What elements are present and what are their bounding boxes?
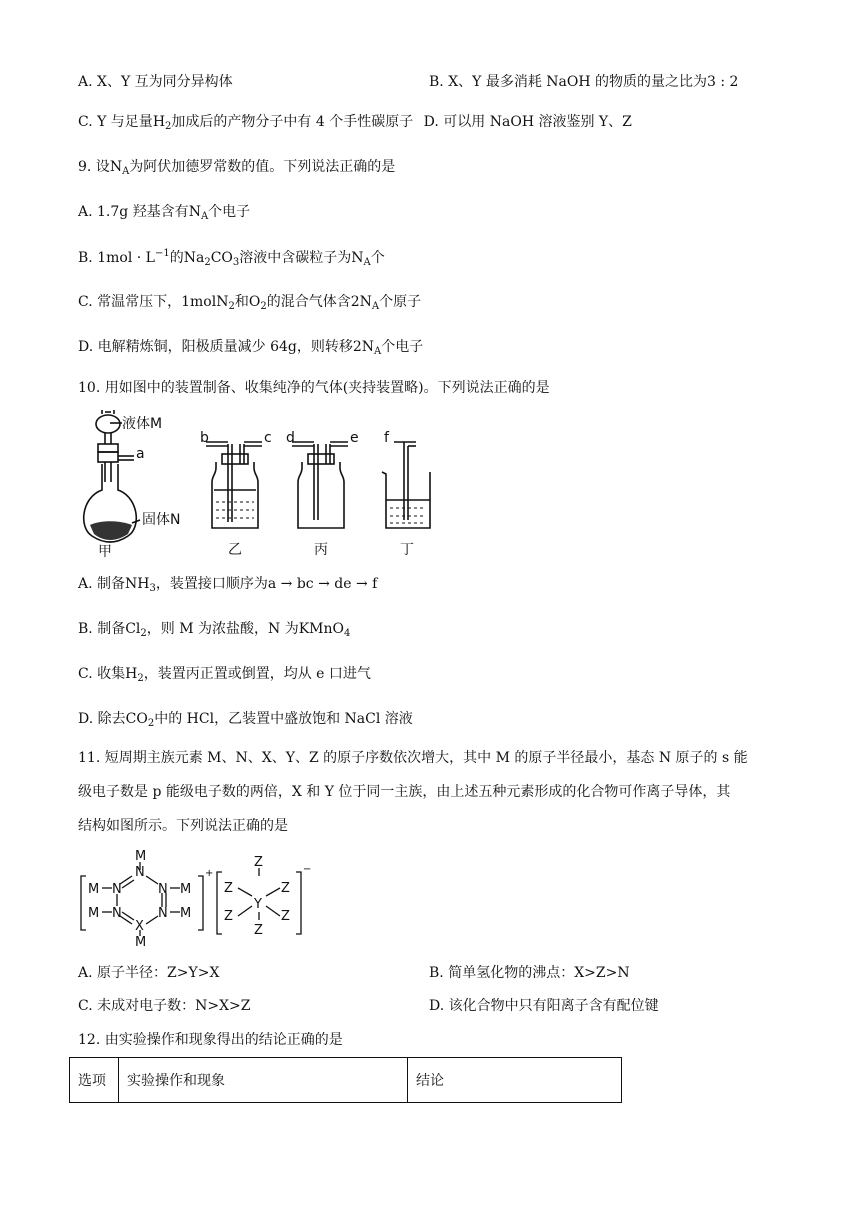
q10-option-d-text: D. 除去 — [78, 711, 126, 727]
q8-option-c-text2: 加成后的产物分子中有 4 个手性碳原子 — [171, 114, 414, 130]
atom-m-bottom: M — [135, 935, 147, 950]
label-yi: 乙 — [228, 542, 242, 558]
q10-option-b — [78, 619, 350, 639]
q12-table — [69, 1057, 622, 1103]
q11-stem-line1: 11. 短周期主族元素 M、N、X、Y、Z 的原子序数依次增大，其中 M 的原子半径最小，基态 N 原子的 s 能 — [78, 750, 748, 766]
q10-option-a-mid: ，装置接口顺序为 — [155, 576, 268, 592]
q8-option-b-ratio: 3 : 2 — [707, 74, 739, 90]
anion-charge: − — [303, 864, 312, 875]
formula-cl2: $Cl_2$ — [125, 621, 147, 639]
q10-option-a-text: A. 制备 — [78, 576, 126, 592]
symbol-na: $N_A$ — [351, 250, 371, 268]
cation-charge: + — [205, 868, 214, 879]
q9-option-b-mid: 的 — [169, 250, 184, 266]
q10-option-c — [78, 664, 371, 684]
q10-option-c-text: C. 收集 — [78, 666, 126, 682]
atom-y: Y — [254, 897, 262, 912]
q12-stem: 12. 由实验操作和现象得出的结论正确的是 — [78, 1032, 343, 1048]
q11-option-d: D. 该化合物中只有阳离子含有配位键 — [429, 998, 659, 1014]
q9-stem — [78, 157, 395, 177]
q10-option-a — [78, 574, 377, 594]
apparatus-diagram — [74, 402, 464, 560]
q9-option-d-post: 个电子 — [381, 339, 424, 355]
symbol-na: $N_A$ — [188, 204, 209, 222]
concentration-unit: $1mol \cdot L^{-1}$ — [97, 248, 170, 266]
label-ding: 丁 — [400, 542, 414, 558]
label-port-c: c — [264, 430, 272, 446]
atom-z-left-top: Z — [224, 881, 233, 896]
q11-stem-line3: 结构如图所示。下列说法正确的是 — [78, 818, 288, 834]
table-header-conclusion: 结论 — [408, 1058, 622, 1103]
apparatus-ding — [382, 442, 430, 528]
formula-h2: $H_2$ — [152, 114, 172, 132]
atom-n-left1: N — [112, 882, 122, 897]
ion-structure-diagram — [74, 846, 314, 950]
q8-option-c-text: C. Y 与足量 — [78, 114, 153, 130]
table-header-option: 选项 — [70, 1058, 119, 1103]
q11-option-b: B. 简单氢化物的沸点：X>Z>N — [429, 965, 630, 981]
atom-n-left2: N — [112, 906, 122, 921]
atom-m-right1: M — [180, 882, 192, 897]
label-port-f: f — [384, 430, 389, 446]
q9-option-b-post: 个 — [370, 250, 385, 266]
q8-option-b — [429, 72, 738, 92]
q10-option-b-text: B. 制备 — [78, 621, 126, 637]
formula-h2: $H_2$ — [125, 666, 144, 684]
label-solid-n: 固体N — [142, 512, 181, 528]
atom-x: X — [135, 919, 144, 934]
q9-option-b — [78, 248, 385, 268]
q8-option-d: D. 可以用 NaOH 溶液鉴别 Y、Z — [423, 114, 632, 130]
q9-option-b-prefix: B. — [78, 250, 98, 266]
q11-stem-line2: 级电子数是 p 能级电子数的两倍，X 和 Y 位于同一主族，由上述五种元素形成的化合物可作离子导体，其 — [78, 784, 731, 800]
formula-co2: $CO_2$ — [125, 711, 155, 729]
q8-option-a: A. X、Y 互为同分异构体 — [78, 74, 233, 90]
apparatus-figure — [74, 402, 464, 560]
formula-na2co3: $Na_2CO_3$ — [183, 250, 240, 268]
q10-option-b-mid: ，则 M 为浓盐酸，N 为 — [146, 621, 299, 637]
q9-option-c — [78, 292, 421, 312]
q10-option-c-post: ，装置丙正置或倒置，均从 e 口进气 — [143, 666, 371, 682]
q9-option-c-and: 和 — [234, 294, 249, 310]
atom-z-bottom: Z — [254, 923, 263, 938]
table-row — [70, 1058, 622, 1103]
label-port-a: a — [136, 446, 145, 462]
q9-option-c-mid: 的混合气体含 — [266, 294, 351, 310]
q10-option-a-sequence: a → bc → de → f — [267, 576, 378, 592]
formula-kmno4: KMnO$_4$ — [298, 621, 351, 639]
q11-option-c: C. 未成对电子数：N>X>Z — [78, 998, 251, 1014]
formula-n2: 1molN$_2$ — [181, 294, 235, 312]
q9-option-c-post: 个原子 — [379, 294, 422, 310]
label-jia: 甲 — [98, 544, 112, 560]
atom-m-left1: M — [88, 882, 100, 897]
atom-m-right2: M — [180, 906, 192, 921]
label-port-e: e — [350, 430, 359, 446]
atom-z-right-top: Z — [281, 881, 290, 896]
q11-option-a: A. 原子半径：Z>Y>X — [78, 965, 220, 981]
q9-stem-post: 为阿伏加德罗常数的值。下列说法正确的是 — [129, 159, 396, 175]
atom-m-left2: M — [88, 906, 100, 921]
symbol-na: $N_A$ — [109, 159, 130, 177]
label-port-b: b — [200, 430, 209, 446]
q10-stem: 10. 用如图中的装置制备、收集纯净的气体(夹持装置略)。下列说法正确的是 — [78, 380, 550, 396]
ion-structure-figure — [74, 846, 314, 950]
q9-option-a-text: A. 1.7g 羟基含有 — [78, 204, 189, 220]
symbol-2na: $2N_A$ — [352, 339, 382, 357]
q8-option-c — [78, 112, 632, 132]
atom-z-left-bottom: Z — [224, 909, 233, 924]
apparatus-bing — [292, 442, 348, 528]
label-liquid-m: 液体M — [122, 416, 163, 432]
q9-option-a — [78, 202, 250, 222]
formula-o2: $O_2$ — [248, 294, 267, 312]
q9-option-b-mid2: 溶液中含碳粒子为 — [239, 250, 352, 266]
q10-option-d — [78, 709, 413, 729]
atom-n-right1: N — [158, 882, 168, 897]
label-port-d: d — [286, 430, 295, 446]
atom-z-right-bottom: Z — [281, 909, 290, 924]
atom-n-right2: N — [158, 906, 168, 921]
q9-option-c-prefix: C. 常温常压下， — [78, 294, 182, 310]
atom-m-top: M — [135, 849, 147, 864]
apparatus-yi — [206, 442, 262, 528]
table-header-operation: 实验操作和现象 — [119, 1058, 408, 1103]
atom-n-top: N — [135, 865, 145, 880]
q8-option-b-text: B. X、Y 最多消耗 NaOH 的物质的量之比为 — [429, 74, 708, 90]
q9-stem-pre: 9. 设 — [78, 159, 110, 175]
symbol-2na: $2N_A$ — [350, 294, 380, 312]
q10-option-d-post: 中的 HCl，乙装置中盛放饱和 NaCl 溶液 — [154, 711, 413, 727]
atom-z-top: Z — [254, 855, 263, 870]
label-bing: 丙 — [314, 542, 328, 558]
q9-option-d-text: D. 电解精炼铜，阳极质量减少 64g，则转移 — [78, 339, 353, 355]
q9-option-d — [78, 337, 423, 357]
formula-nh3: $NH_3$ — [125, 576, 156, 594]
q9-option-a-post: 个电子 — [208, 204, 251, 220]
